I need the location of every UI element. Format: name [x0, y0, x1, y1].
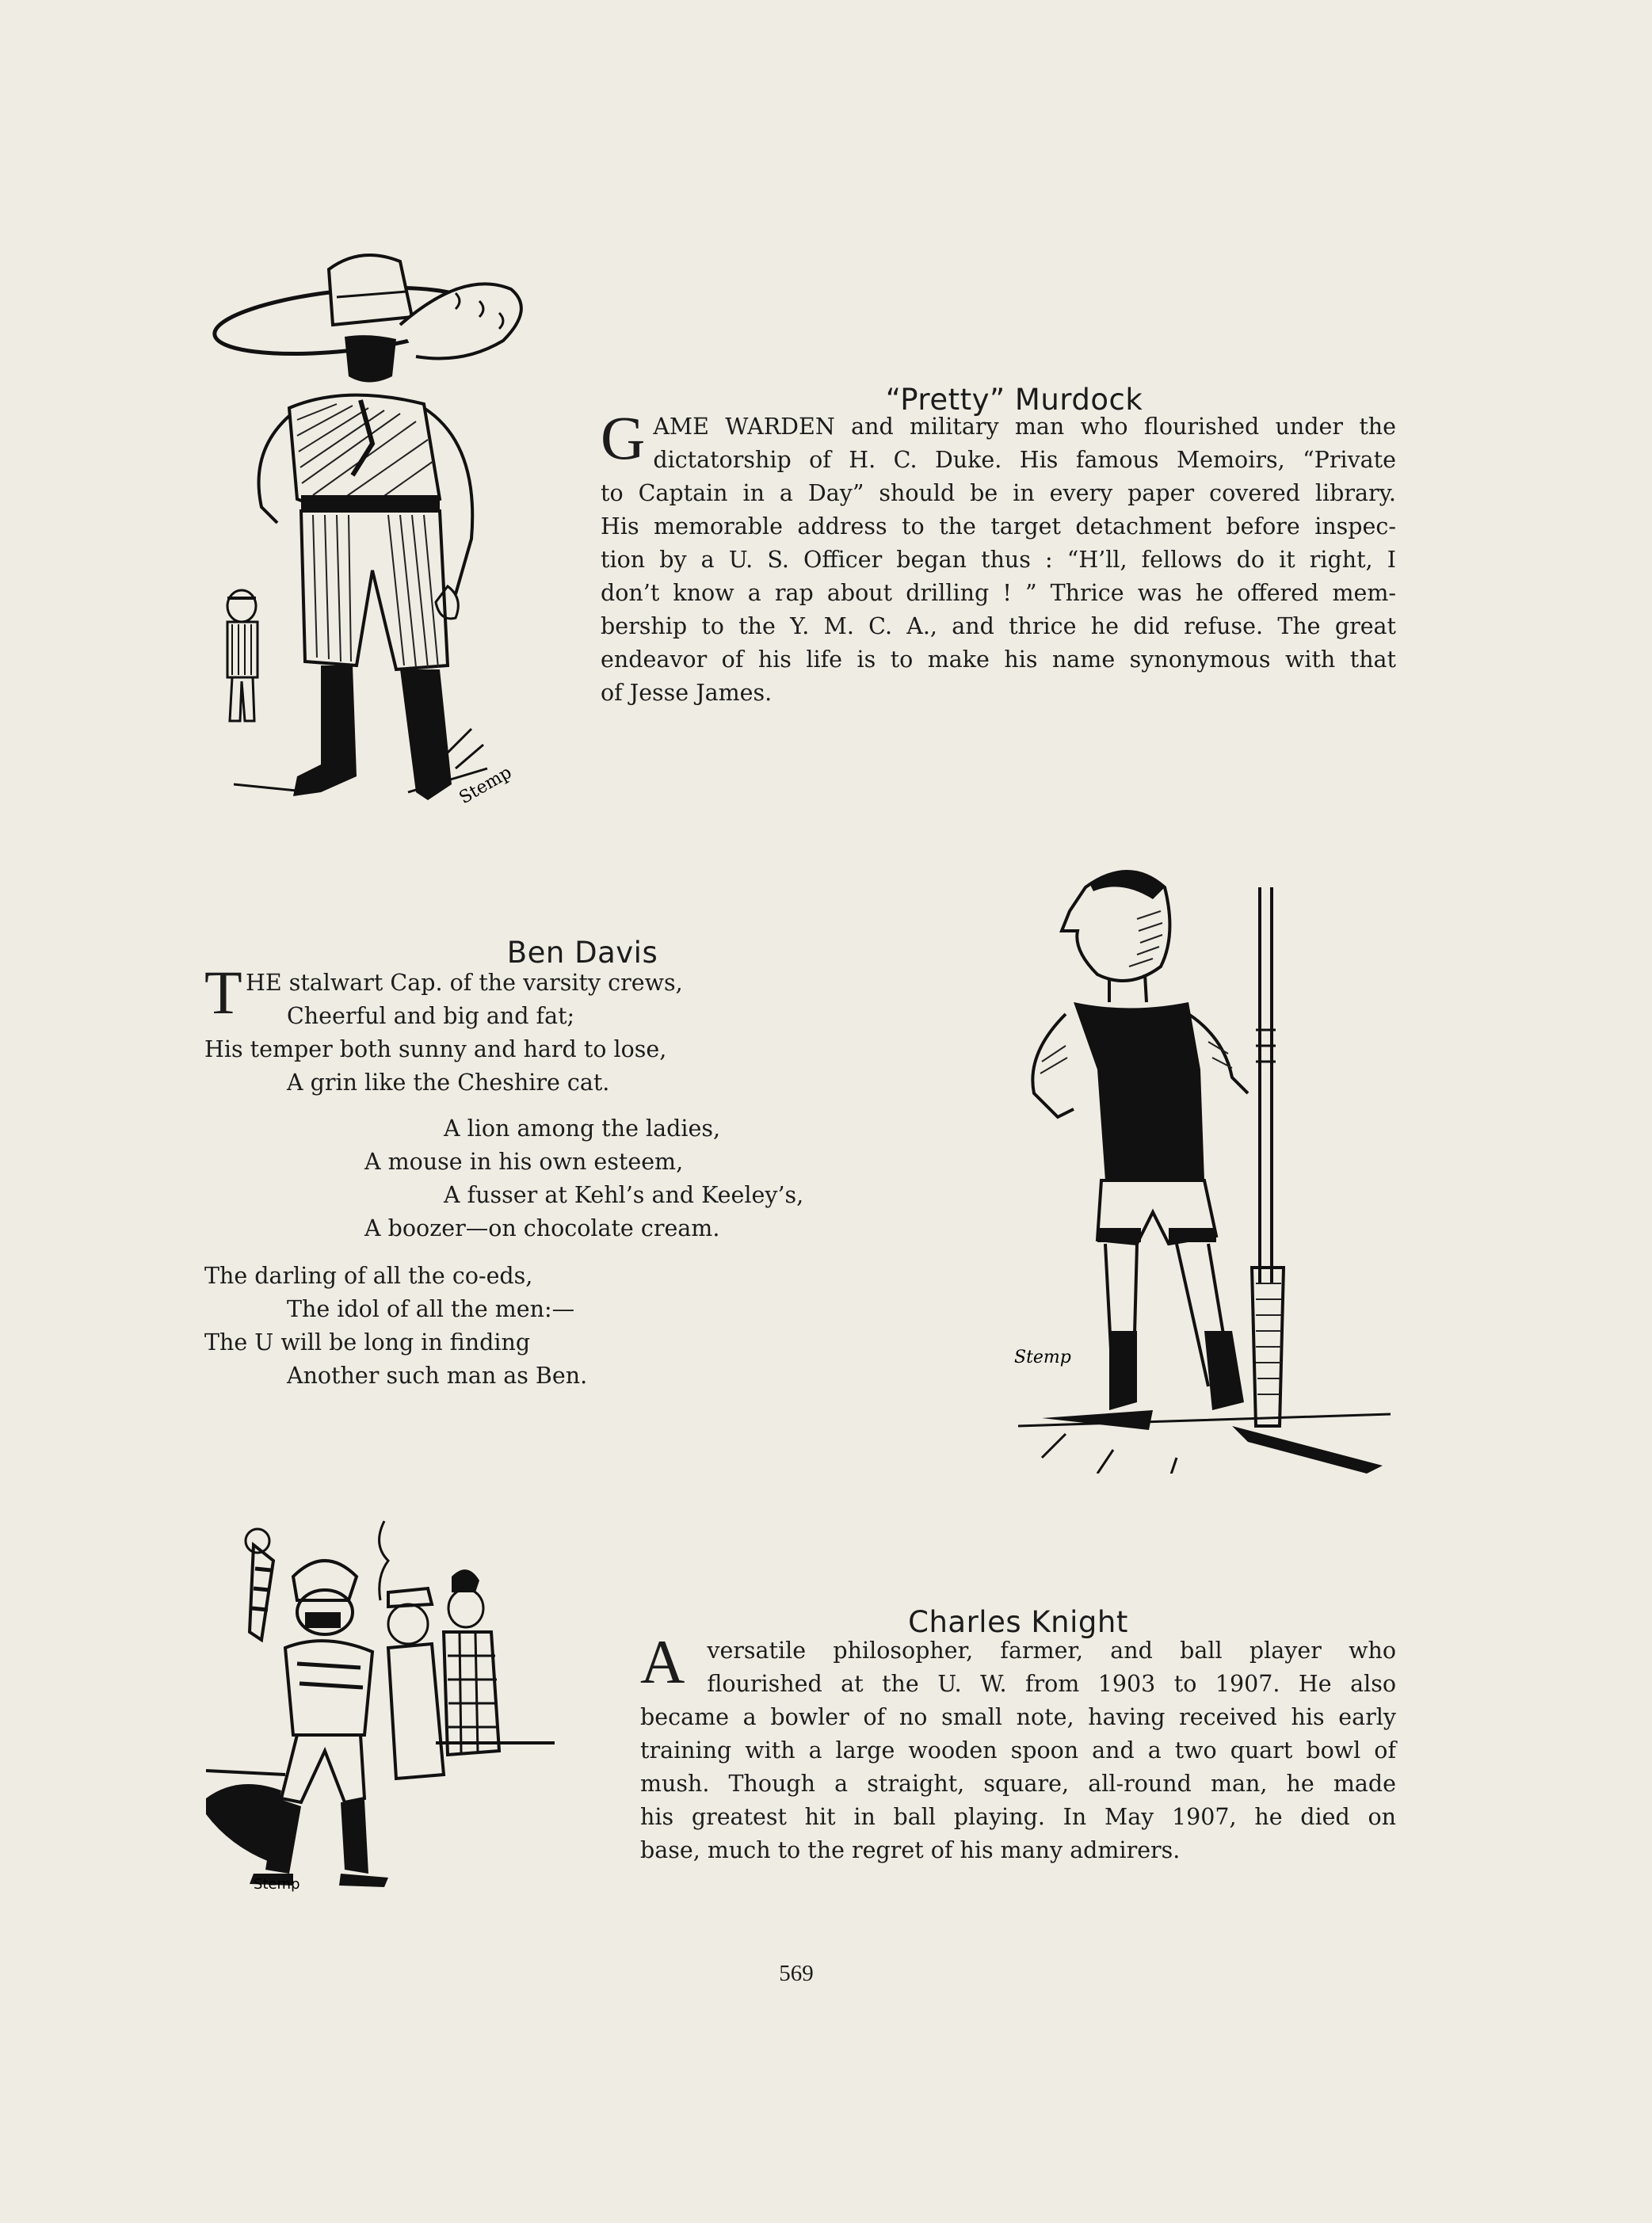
murdock-line: bership to the Y. M. C. A., and thrice he did refuse. The great [601, 613, 1396, 639]
page-number: 569 [779, 1961, 814, 1986]
murdock-line: don’t know a rap about drilling ! ” Thrice was he offered mem- [601, 580, 1396, 606]
poem-line: A fusser at Kehl’s and Keeley’s, [444, 1182, 804, 1208]
poem-line: A mouse in his own esteem, [364, 1149, 684, 1175]
knight-line: base, much to the regret of his many admirers. [640, 1837, 1181, 1863]
poem-line: Cheerful and big and fat; [287, 1003, 575, 1029]
knight-paragraph [640, 1627, 1396, 1867]
davis-stanza-1 [204, 958, 838, 1100]
knight-line: became a bowler of no small note, having received his early [640, 1704, 1396, 1730]
knight-title: Charles Knight [908, 1604, 1128, 1639]
murdock-caricature [202, 238, 567, 824]
murdock-line: dictatorship of H. C. Duke. His famous Memoirs, “Private [653, 447, 1396, 473]
murdock-title: “Pretty” Murdock [885, 382, 1143, 417]
murdock-line: to Captain in a Day” should be in every paper covered library. [601, 480, 1396, 506]
davis-title: Ben Davis [506, 935, 658, 970]
knight-line: his greatest hit in ball playing. In May 1907, he died on [640, 1804, 1396, 1830]
davis-dropcap: T [204, 958, 242, 1027]
knight-dropcap: A [640, 1627, 685, 1696]
davis-stanza-3 [204, 1260, 838, 1393]
poem-line: A lion among the ladies, [444, 1115, 721, 1142]
poem-line: A grin like the Cheshire cat. [287, 1070, 610, 1096]
knight-caricature [206, 1513, 563, 1901]
knight-line: mush. Though a straight, square, all-round man, he made [640, 1771, 1396, 1797]
murdock-dropcap: G [601, 403, 646, 472]
murdock-line: endeavor of his life is to make his name synonymous with that [601, 646, 1396, 673]
davis-poem [204, 958, 838, 1393]
davis-caricature [994, 856, 1406, 1474]
davis-stanza-2 [204, 1112, 838, 1245]
signature-2: Stemp [1014, 1348, 1071, 1367]
murdock-paragraph [601, 403, 1396, 710]
murdock-line: His memorable address to the target detachment before inspec- [601, 513, 1396, 540]
murdock-line: tion by a U. S. Officer began thus : “H’ll, fellows do it right, I [601, 547, 1396, 573]
signature-3: Stemp [254, 1876, 300, 1893]
poem-line: His temper both sunny and hard to lose, [204, 1036, 667, 1062]
poem-line: Another such man as Ben. [287, 1363, 588, 1389]
knight-line: training with a large wooden spoon and a two quart bowl of [640, 1737, 1396, 1764]
murdock-line: AME WARDEN and military man who flourished under the [653, 414, 1396, 440]
knight-line: versatile philosopher, farmer, and ball player who [707, 1638, 1396, 1664]
poem-line: A boozer—on chocolate cream. [364, 1215, 720, 1241]
knight-line: flourished at the U. W. from 1903 to 1907. He also [707, 1671, 1396, 1697]
murdock-line: of Jesse James. [601, 680, 773, 706]
poem-line: The idol of all the men:— [287, 1296, 575, 1322]
poem-line: The U will be long in finding [204, 1329, 531, 1356]
signature-1: Stemp [456, 762, 516, 809]
poem-line: HE stalwart Cap. of the varsity crews, [246, 970, 683, 996]
poem-line: The darling of all the co-eds, [204, 1263, 533, 1289]
